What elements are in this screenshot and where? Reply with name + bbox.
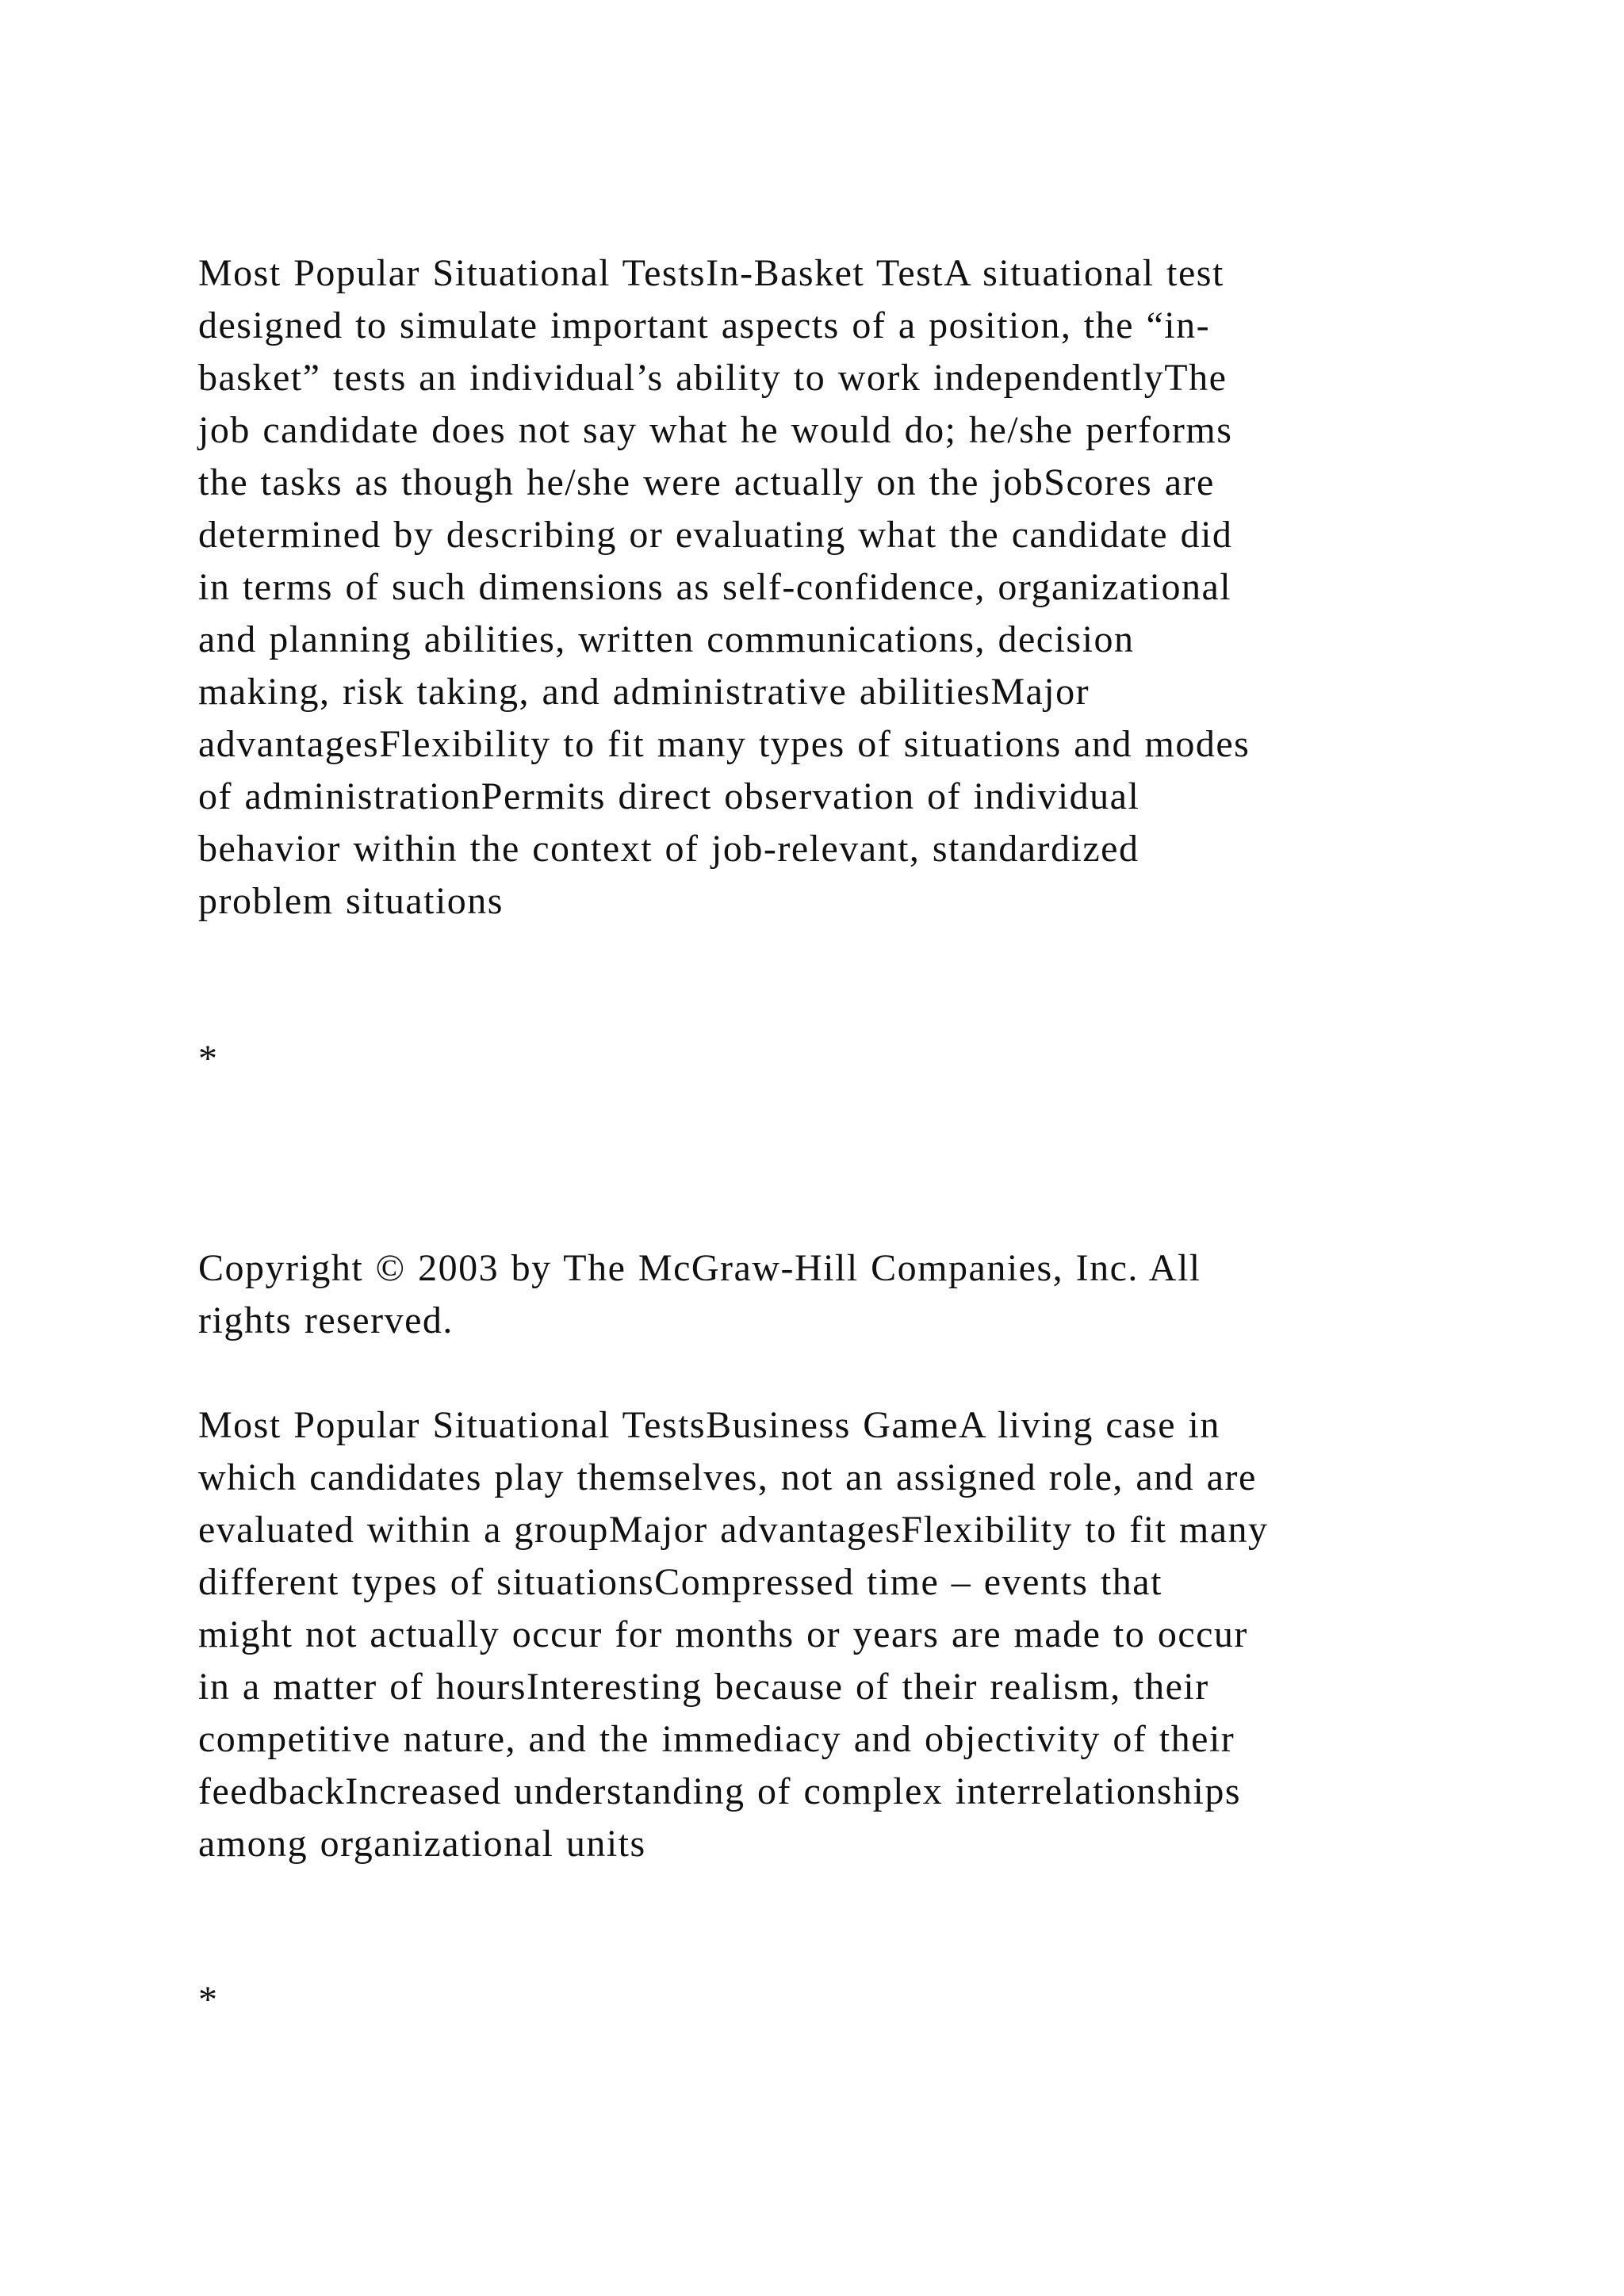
text-line: the tasks as though he/she were actually on the jobScores are xyxy=(198,461,1215,503)
text-line: Most Popular Situational TestsBusiness GameA living case in xyxy=(198,1404,1220,1446)
footnote-marker: * xyxy=(198,1979,219,2021)
business-game-paragraph xyxy=(198,1399,1499,1870)
in-basket-test-paragraph xyxy=(198,247,1499,928)
footnote-marker: * xyxy=(198,1038,219,1080)
text-line: advantagesFlexibility to fit many types of situations and modes xyxy=(198,723,1251,765)
text-line: feedbackIncreased understanding of complex interrelationships xyxy=(198,1770,1242,1812)
text-line: evaluated within a groupMajor advantagesFlexibility to fit many xyxy=(198,1509,1269,1551)
text-line: making, risk taking, and administrative abilitiesMajor xyxy=(198,671,1090,713)
text-line: rights reserved. xyxy=(198,1299,454,1341)
text-line: might not actually occur for months or years are made to occur xyxy=(198,1613,1248,1655)
text-line: behavior within the context of job-relevant, standardized xyxy=(198,828,1139,870)
text-line: job candidate does not say what he would do; he/she performs xyxy=(198,409,1233,451)
text-line: and planning abilities, written communications, decision xyxy=(198,618,1135,660)
text-line: among organizational units xyxy=(198,1823,646,1865)
text-line: in terms of such dimensions as self-confidence, organizational xyxy=(198,566,1232,608)
text-line: determined by describing or evaluating what the candidate did xyxy=(198,514,1233,556)
text-line: different types of situationsCompressed time – events that xyxy=(198,1561,1162,1603)
text-line: problem situations xyxy=(198,880,504,922)
text-line: Copyright © 2003 by The McGraw-Hill Companies, Inc. All xyxy=(198,1247,1201,1289)
text-line: in a matter of hoursInteresting because of their realism, their xyxy=(198,1666,1209,1708)
text-line: competitive nature, and the immediacy and objectivity of their xyxy=(198,1718,1235,1760)
text-line: designed to simulate important aspects of a position, the “in- xyxy=(198,304,1211,346)
copyright-notice xyxy=(198,1242,1499,1347)
text-line: which candidates play themselves, not an assigned role, and are xyxy=(198,1456,1257,1498)
text-line: of administrationPermits direct observation of individual xyxy=(198,775,1140,817)
text-line: basket” tests an individual’s ability to work independentlyThe xyxy=(198,357,1228,399)
text-line: Most Popular Situational TestsIn-Basket TestA situational test xyxy=(198,252,1224,294)
